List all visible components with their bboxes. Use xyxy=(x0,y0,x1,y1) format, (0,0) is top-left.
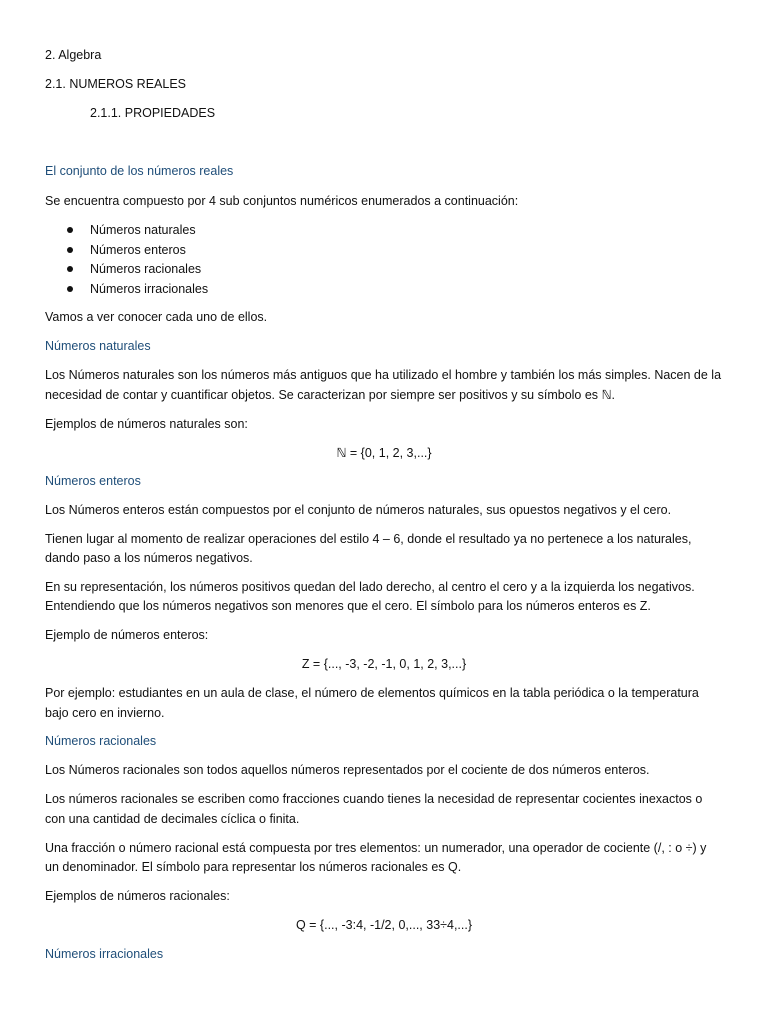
bullet-icon xyxy=(67,266,73,272)
list-item: Números irracionales xyxy=(90,282,209,296)
list-item: Números racionales xyxy=(90,262,202,276)
list-item: Números enteros xyxy=(90,243,186,257)
enteros-paragraph-line: dando paso a los números negativos. xyxy=(45,551,253,565)
racionales-set: Q = {..., -3:4, -1/2, 0,..., 33÷4,...} xyxy=(295,918,473,932)
naturales-paragraph-line: Los Números naturales son los números más antiguos que ha utilizado el hombre y también los más simples. Nacen de la xyxy=(45,368,722,382)
enteros-heading: Números enteros xyxy=(45,474,141,488)
subsection-heading: 2.1. NUMEROS REALES xyxy=(45,77,187,91)
bullet-icon xyxy=(67,247,73,253)
enteros-example-label: Ejemplo de números enteros: xyxy=(45,628,209,642)
conjunto-intro: Se encuentra compuesto por 4 sub conjuntos numéricos enumerados a continuación: xyxy=(45,194,519,208)
conjunto-heading: El conjunto de los números reales xyxy=(45,164,234,178)
bullet-icon xyxy=(67,227,73,233)
conjunto-closing: Vamos a ver conocer cada uno de ellos. xyxy=(45,310,268,324)
enteros-paragraph-line: Entendiendo que los números negativos son menores que el cero. El símbolo para los números enteros es Z. xyxy=(45,599,651,613)
subsubsection-heading: 2.1.1. PROPIEDADES xyxy=(90,106,216,120)
enteros-set: Z = {..., -3, -2, -1, 0, 1, 2, 3,...} xyxy=(301,657,467,671)
section-heading: 2. Algebra xyxy=(45,48,102,62)
enteros-paragraph-line: bajo cero en invierno. xyxy=(45,706,165,720)
racionales-paragraph: Los Números racionales son todos aquellos números representados por el cociente de dos números enteros. xyxy=(45,763,650,777)
racionales-examples-label: Ejemplos de números racionales: xyxy=(45,889,230,903)
racionales-paragraph-line: Una fracción o número racional está compuesta por tres elementos: un numerador, una operador de cociente (/, : o ÷) y xyxy=(45,841,707,855)
racionales-paragraph-line: un denominador. El símbolo para representar los números racionales es Q. xyxy=(45,860,462,874)
enteros-paragraph-line: Por ejemplo: estudiantes en un aula de clase, el número de elementos químicos en la tabla periódica o la temperatura xyxy=(45,686,699,700)
racionales-heading: Números racionales xyxy=(45,734,157,748)
irracionales-heading: Números irracionales xyxy=(45,947,164,961)
enteros-paragraph-line: En su representación, los números positivos quedan del lado derecho, al centro el cero y a la izquierda los negativos. xyxy=(45,580,695,594)
enteros-paragraph-line: Tienen lugar al momento de realizar operaciones del estilo 4 – 6, donde el resultado ya no pertenece a los naturales, xyxy=(45,532,692,546)
enteros-paragraph: Los Números enteros están compuestos por el conjunto de números naturales, sus opuestos negativos y el cero. xyxy=(45,503,672,517)
naturales-set: ℕ = {0, 1, 2, 3,...} xyxy=(336,446,432,460)
naturales-paragraph-line: necesidad de contar y cuantificar objetos. Se caracterizan por siempre ser positivos y su símbolo es ℕ. xyxy=(45,388,616,402)
racionales-paragraph-line: con una cantidad de decimales cíclica o finita. xyxy=(45,812,300,826)
bullet-icon xyxy=(67,286,73,292)
racionales-paragraph-line: Los números racionales se escriben como fracciones cuando tienes la necesidad de representar cocientes inexactos o xyxy=(45,792,703,806)
naturales-examples-label: Ejemplos de números naturales son: xyxy=(45,417,248,431)
list-item: Números naturales xyxy=(90,223,196,237)
naturales-heading: Números naturales xyxy=(45,339,151,353)
